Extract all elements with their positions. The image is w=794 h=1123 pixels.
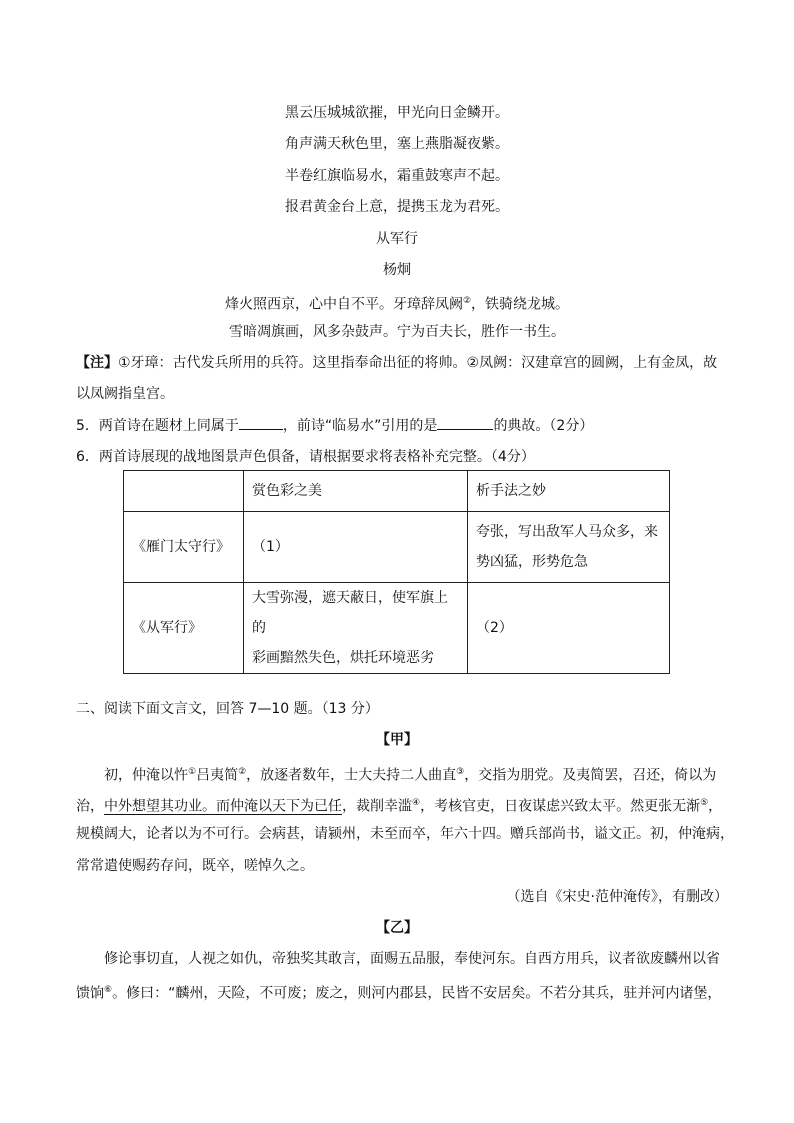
- note-line-1: [76, 353, 736, 373]
- q5-text-c: 的典故。（2分）: [493, 418, 594, 434]
- passage-jia-line-4: 常常遣使赐药存问，既卒，嗟悼久之。: [76, 858, 314, 874]
- passage-jia-source: （选自《宋史·范仲淹传》，有删改）: [506, 889, 728, 905]
- footnote-marker: ②: [238, 767, 247, 777]
- table-cell-line: 大雪弥漫，遮天蔽日，使军旗上的: [252, 590, 448, 636]
- q5-text-b: ，前诗“临易水”引用的是: [282, 418, 438, 434]
- table-header-cell: 析手法之妙: [468, 471, 670, 512]
- answer-table: [123, 470, 670, 674]
- answer-blank-1[interactable]: [239, 415, 283, 430]
- poem1-line-3: 半卷红旗临易水，霜重鼓寒声不起。: [285, 168, 509, 184]
- footnote-marker: ⑤: [700, 798, 709, 808]
- footnote-marker: ③: [456, 767, 465, 777]
- poem2-title: 从军行: [376, 231, 418, 247]
- passage-yi-line-1: 修论事切直，人视之如仇，帝独奖其敢言，面赐五品服，奉使河东。自西方用兵，议者欲废麟州以省: [104, 951, 720, 967]
- table-cell-line: 势凶猛，形势危急: [476, 554, 588, 570]
- section-2-heading: 二、阅读下面文言文，回答 7—10 题。（13 分）: [76, 701, 379, 717]
- poem2-author: 杨炯: [383, 262, 411, 278]
- text-run: 治，: [76, 798, 104, 815]
- question-5: [76, 415, 736, 436]
- table-row: [124, 512, 670, 583]
- note-label: 【注】: [76, 355, 118, 371]
- question-6: 6．两首诗展现的战地图景声色俱备，请根据要求将表格补充完整。（4分）: [76, 449, 535, 465]
- poem2-line-1: [0, 291, 794, 315]
- poem2-line-2: 雪暗凋旗画，风多杂鼓声。宁为百夫长，胜作一书生。: [229, 324, 565, 340]
- poem1-line-1: 黑云压城城欲摧，甲光向日金鳞开。: [285, 105, 509, 121]
- text-run: ，考核官吏，日夜谋虑兴致太平。然更张无渐: [420, 798, 701, 815]
- note-line-2: 以凤阙指皇宫。: [76, 386, 174, 402]
- table-cell-line: 夸张，写出敌军人马众多，来: [476, 524, 658, 540]
- footnote-marker: ②: [462, 296, 472, 306]
- text-run: 馈饷: [76, 985, 104, 1002]
- passage-jia-heading: 【甲】: [376, 732, 418, 748]
- passage-jia-line-3: 规模阔大，论者以为不可行。会病甚，请颍州，未至而卒，年六十四。赠兵部尚书，谥文正。初，仲淹病，: [76, 826, 734, 842]
- answer-blank-2[interactable]: [437, 415, 493, 430]
- passage-yi-heading: 【乙】: [376, 920, 418, 936]
- table-header-row: [124, 471, 670, 512]
- table-row: [124, 583, 670, 674]
- text-run: ，放逐者数年，士大夫持二人曲直: [246, 767, 457, 784]
- table-cell-answer-1[interactable]: （1）: [244, 512, 468, 583]
- poem2-line-1-a: 烽火照西京，心中自不平。牙璋辞凤阙: [224, 296, 463, 313]
- table-header-cell: [124, 471, 244, 512]
- poem1-line-2: 角声满天秋色里，塞上燕脂凝夜紫。: [285, 136, 509, 152]
- q5-text-a: 5．两首诗在题材上同属于: [76, 418, 239, 434]
- passage-yi-line-2: [76, 980, 736, 1004]
- footnote-marker: ⑥: [104, 985, 113, 995]
- table-cell: [468, 512, 670, 583]
- passage-jia-line-1: [76, 762, 736, 786]
- table-cell-label: 《雁门太守行》: [124, 512, 244, 583]
- footnote-marker: ①: [188, 767, 197, 777]
- text-run: ，裁削幸滥: [342, 798, 412, 815]
- note-text-1: ①牙璋：古代发兵所用的兵符。这里指奉命出征的将帅。②凤阙：汉建章宫的圆阙，上有金凤，故: [118, 355, 718, 371]
- text-run: ，交指为朋党。及夷简罢，召还，倚以为: [464, 767, 717, 784]
- text-run: 初，仲淹以忤: [104, 767, 188, 784]
- table-header-cell: 赏色彩之美: [244, 471, 468, 512]
- passage-jia-line-2: [76, 793, 736, 817]
- table-cell: [244, 583, 468, 674]
- poem1-line-4: 报君黄金台上意，提携玉龙为君死。: [285, 199, 509, 215]
- poem2-line-1-b: ，铁骑绕龙城。: [471, 296, 570, 313]
- table-cell-answer-2[interactable]: （2）: [468, 583, 670, 674]
- table-cell-line: 彩画黯然失色，烘托环境恶劣: [252, 650, 434, 666]
- table-cell-label: 《从军行》: [124, 583, 244, 674]
- text-run: 。修曰：“麟州，天险，不可废；废之，则河内郡县，民皆不安居矣。不若分其兵，驻并河内诸堡，: [112, 985, 722, 1002]
- text-run: ，: [708, 798, 723, 815]
- text-run: 吕夷简: [196, 767, 239, 784]
- underlined-sentence: 中外想望其功业。而仲淹以天下为已任: [104, 798, 342, 815]
- footnote-marker: ④: [412, 798, 421, 808]
